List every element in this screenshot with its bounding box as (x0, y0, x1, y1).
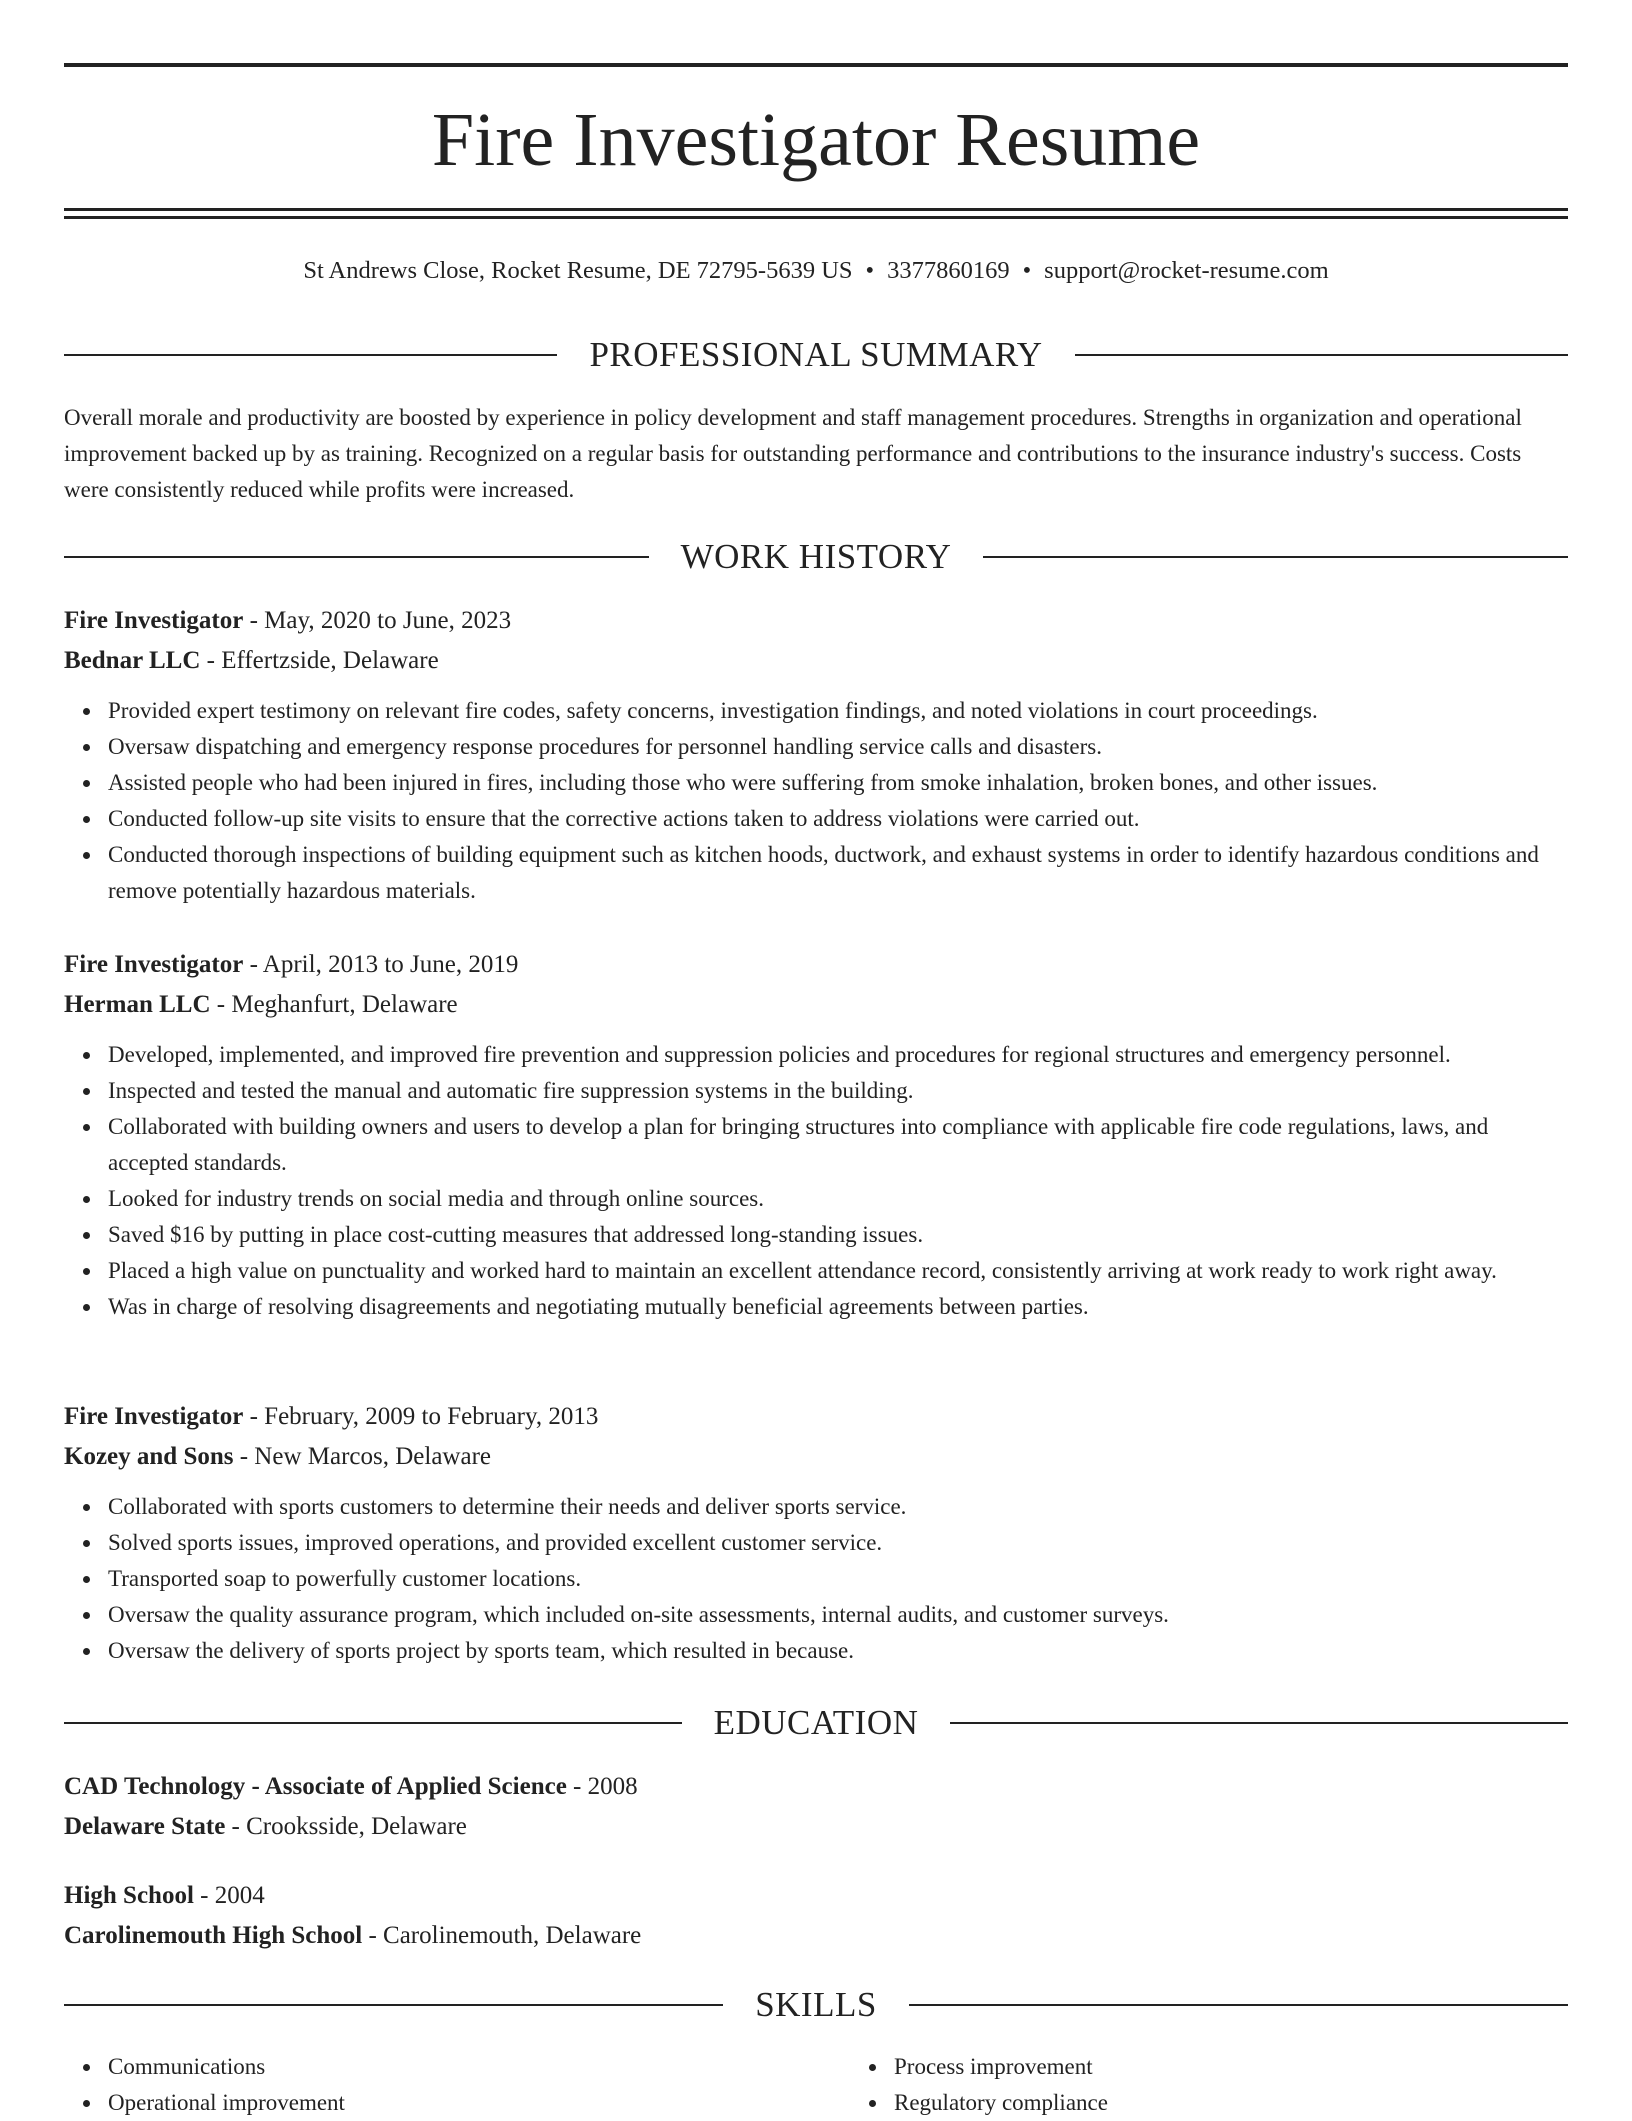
section-rule (909, 2004, 1568, 2006)
section-rule (1075, 354, 1568, 356)
section-header-education (64, 1701, 1568, 1745)
title-rule-upper (64, 208, 1568, 211)
job-entry (64, 1397, 1568, 1669)
skill-item: Operational improvement (108, 2085, 850, 2121)
section-rule (64, 1722, 682, 1724)
education-degree-line (64, 1876, 1568, 1916)
section-title: EDUCATION (713, 1703, 919, 1742)
job-bullet: Provided expert testimony on relevant fire codes, safety concerns, investigation findings, and noted violations in court proceedings. (108, 693, 1568, 729)
job-bullet: Conducted follow-up site visits to ensure that the corrective actions taken to address violations were carried out. (108, 801, 1568, 837)
title-rule-lower (64, 216, 1568, 219)
job-bullet: Developed, implemented, and improved fire prevention and suppression policies and procedures for regional structures and emergency personnel. (108, 1037, 1568, 1073)
job-dates: - February, 2009 to February, 2013 (243, 1403, 599, 1430)
contact-separator: • (865, 257, 875, 284)
job-location: - Effertzside, Delaware (200, 647, 439, 674)
job-title-line (64, 1397, 1568, 1437)
job-bullet: Collaborated with building owners and users to develop a plan for bringing structures into compliance with applicable fire code regulations, laws, and accepted standards. (108, 1109, 1568, 1181)
job-location: - Meghanfurt, Delaware (210, 991, 458, 1018)
summary-block (64, 400, 1568, 508)
job-location: - New Marcos, Delaware (233, 1443, 492, 1470)
job-company: Herman LLC (64, 991, 211, 1018)
job-bullets (64, 693, 1568, 909)
job-company: Bednar LLC (64, 647, 201, 674)
education-school: Carolinemouth High School (64, 1922, 363, 1949)
job-bullet: Transported soap to powerfully customer locations. (108, 1561, 1568, 1597)
job-bullet: Saved $16 by putting in place cost-cutting measures that addressed long-standing issues. (108, 1217, 1568, 1253)
job-company-line (64, 641, 1568, 681)
job-dates: - May, 2020 to June, 2023 (243, 607, 512, 634)
job-bullets (64, 1037, 1568, 1325)
job-bullet: Was in charge of resolving disagreements and negotiating mutually beneficial agreements between parties. (108, 1289, 1568, 1325)
education-degree: CAD Technology - Associate of Applied Science (64, 1773, 567, 1800)
job-title: Fire Investigator (64, 1403, 244, 1430)
section-title: WORK HISTORY (680, 537, 952, 576)
section-rule (983, 556, 1568, 558)
job-bullet: Inspected and tested the manual and automatic fire suppression systems in the building. (108, 1073, 1568, 1109)
skill-item: Communications (108, 2049, 850, 2085)
education-school: Delaware State (64, 1813, 226, 1840)
education-year: - 2004 (193, 1882, 265, 1909)
job-company: Kozey and Sons (64, 1443, 234, 1470)
education-location: - Carolinemouth, Delaware (362, 1922, 642, 1949)
job-title: Fire Investigator (64, 951, 244, 978)
skills-list-right (850, 2049, 1632, 2121)
education-year: - 2008 (566, 1773, 638, 1800)
job-bullet: Assisted people who had been injured in fires, including those who were suffering from smoke inhalation, broken bones, and other issues. (108, 765, 1568, 801)
job-company-line (64, 985, 1568, 1025)
contact-line (64, 254, 1568, 288)
job-bullet: Oversaw dispatching and emergency response procedures for personnel handling service calls and disasters. (108, 729, 1568, 765)
contact-phone: 3377860169 (887, 257, 1010, 284)
education-degree-line (64, 1767, 1568, 1807)
education-location: - Crooksside, Delaware (225, 1813, 467, 1840)
summary-text: Overall morale and productivity are boosted by experience in policy development and staff management procedures. Strengths in organization and operational improvement backed up by as training. Recognized on a regular basis for outstanding performance and contributions to the insurance industry's success. Costs were consistently reduced while profits were increased. (64, 405, 1522, 502)
job-dates: - April, 2013 to June, 2019 (243, 951, 519, 978)
job-bullet: Conducted thorough inspections of building equipment such as kitchen hoods, ductwork, and exhaust systems in order to identify hazardous conditions and remove potentially hazardous materials. (108, 837, 1568, 909)
contact-separator: • (1022, 257, 1032, 284)
job-entry (64, 601, 1568, 909)
section-rule (950, 1722, 1568, 1724)
top-rule (64, 63, 1568, 67)
education-entry (64, 1767, 1568, 1847)
job-bullet: Collaborated with sports customers to determine their needs and deliver sports service. (108, 1489, 1568, 1525)
section-rule (64, 354, 557, 356)
job-bullet: Placed a high value on punctuality and worked hard to maintain an excellent attendance record, consistently arriving at work ready to work right away. (108, 1253, 1568, 1289)
skill-item: Regulatory compliance (894, 2085, 1632, 2121)
section-rule (64, 556, 649, 558)
contact-address: St Andrews Close, Rocket Resume, DE 72795-5639 US (303, 257, 853, 284)
job-bullet: Looked for industry trends on social media and through online sources. (108, 1181, 1568, 1217)
skills-grid (64, 2049, 1568, 2121)
skills-list-left (64, 2049, 850, 2121)
job-title: Fire Investigator (64, 607, 244, 634)
section-rule (64, 2004, 723, 2006)
section-header-summary (64, 333, 1568, 377)
job-bullet: Solved sports issues, improved operations, and provided excellent customer service. (108, 1525, 1568, 1561)
section-header-work (64, 535, 1568, 579)
job-bullet: Oversaw the delivery of sports project by sports team, which resulted in because. (108, 1633, 1568, 1669)
skill-item: Process improvement (894, 2049, 1632, 2085)
contact-email: support@rocket-resume.com (1044, 257, 1329, 284)
education-entry (64, 1876, 1568, 1956)
job-bullet: Oversaw the quality assurance program, which included on-site assessments, internal audits, and customer surveys. (108, 1597, 1568, 1633)
job-title-line (64, 601, 1568, 641)
section-title: SKILLS (755, 1985, 877, 2024)
education-school-line (64, 1916, 1568, 1956)
job-company-line (64, 1437, 1568, 1477)
job-bullets (64, 1489, 1568, 1669)
skills-columns (64, 2049, 1568, 2121)
education-school-line (64, 1807, 1568, 1847)
page-title: Fire Investigator Resume (431, 98, 1201, 182)
education-degree: High School (64, 1882, 194, 1909)
job-title-line (64, 945, 1568, 985)
section-header-skills (64, 1983, 1568, 2027)
section-title: PROFESSIONAL SUMMARY (589, 335, 1043, 374)
job-entry (64, 945, 1568, 1325)
